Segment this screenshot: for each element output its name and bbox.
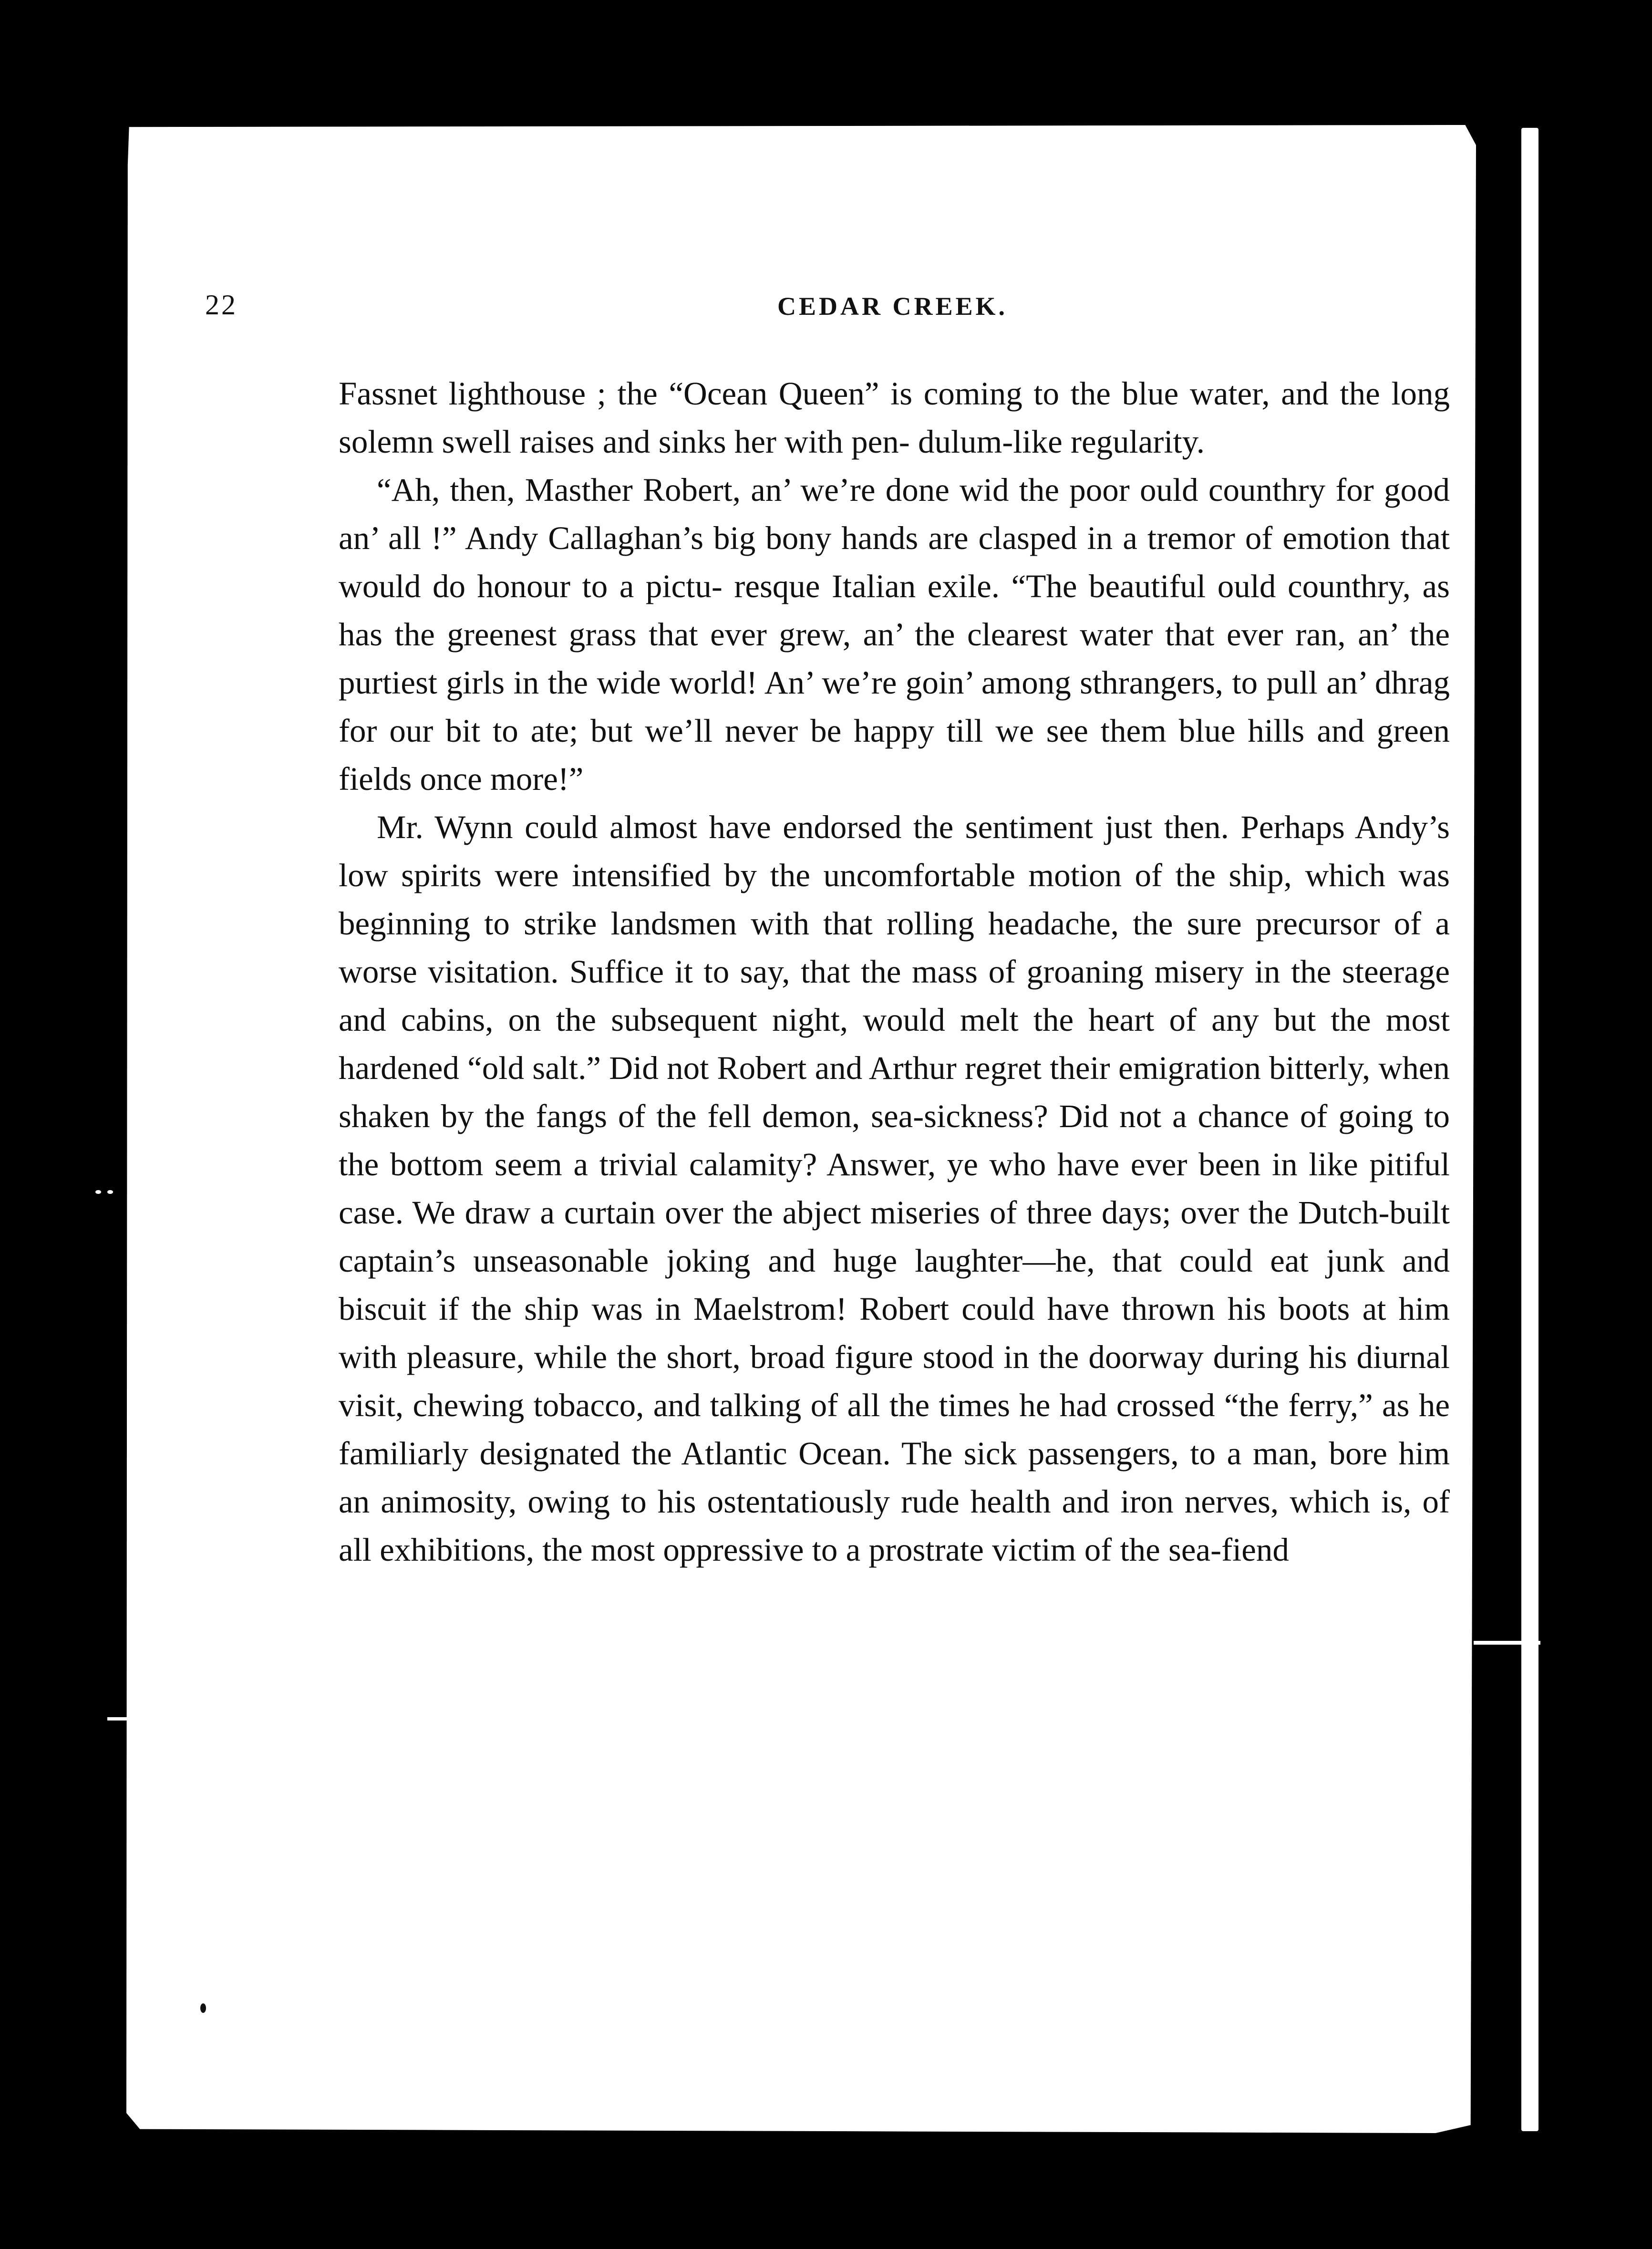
scan-speck: [167, 217, 171, 221]
page-number: 22: [205, 289, 237, 321]
paragraph-2: “Ah, then, Masther Robert, an’ we’re done wid the poor ould counthry for good an’ all !” Andy Callaghan’s big bony hands are clasped in a tremor of emotion that would do honour to a pictu- resque Italian exile. “The beautiful ould counthry, as has the greenest grass that ever grew, an’ the clearest water that ever ran, an’ the purtiest girls in the wide world! An’ we’re goin’ among sthrangers, to pull an’ dhrag for our bit to ate; but we’ll never be happy till we see them blue hills and green fields once more!”: [339, 472, 1450, 797]
scan-speck: [262, 250, 270, 258]
paragraph-3: Mr. Wynn could almost have endorsed the sentiment just then. Perhaps Andy’s low spirits were intensified by the uncomfortable motion of the ship, which was beginning to strike landsmen with that rolling headache, the sure precursor of a worse visitation. Suffice it to say, that the mass of groaning misery in the steerage and cabins, on the subsequent night, would melt the heart of any but the most hardened “old salt.” Did not Robert and Arthur regret their emigration bitterly, when shaken by the fangs of the fell demon, sea-sickness? Did not a chance of going to the bottom seem a trivial calamity? Answer, ye who have ever been in like pitiful case. We draw a curtain over the abject miseries of three days; over the Dutch-built captain’s unseasonable joking and huge laughter—he, that could eat junk and biscuit if the ship was in Maelstrom! Robert could have thrown his boots at him with pleasure, while the short, broad figure stood in the doorway during his diurnal visit, chewing tobacco, and talking of all the times he had crossed “the ferry,” as he familiarly designated the Atlantic Ocean. The sick passengers, to a man, bore him an animosity, owing to his ostentatiously rude health and iron nerves, which is, of all exhibitions, the most oppressive to a prostrate victim of the sea-fiend: [339, 809, 1450, 1568]
scan-edge-mark: [1474, 1641, 1540, 1645]
scan-speck: [95, 1190, 101, 1194]
page-header: [205, 289, 1469, 332]
paragraph-1: Fassnet lighthouse ; the “Ocean Queen” is coming to the blue water, and the long solemn swell raises and sinks her with pen- dulum-like regularity.: [339, 375, 1450, 460]
scan-edge-mark: [107, 1717, 160, 1720]
ink-speck: [200, 2003, 206, 2013]
body-text: [339, 370, 1450, 1574]
running-head: CEDAR CREEK.: [777, 292, 1008, 321]
scan-speck: [107, 1190, 113, 1194]
adjacent-page-edge: [1521, 128, 1538, 2131]
